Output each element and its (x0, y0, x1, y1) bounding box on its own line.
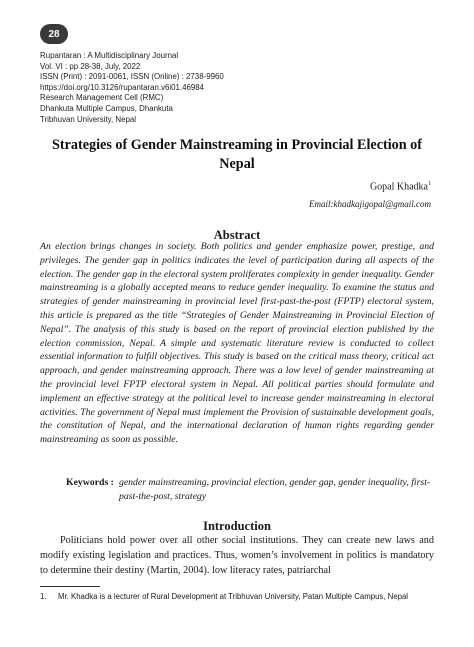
footnote-divider (40, 586, 100, 587)
journal-volume: Vol. VI : pp 28-38, July, 2022 (40, 61, 141, 71)
footnote (40, 591, 434, 602)
author-footnote-mark: 1 (428, 181, 431, 187)
page-number-badge: 28 (40, 24, 68, 44)
journal-name: Rupantaran : A Multidisciplinary Journal (40, 51, 179, 60)
keywords-text: gender mainstreaming, provincial election, gender gap, gender inequality, first-past-the-post, strategy (118, 477, 431, 502)
journal-university: Tribhuvan University, Nepal (40, 114, 137, 124)
abstract-text: An election brings changes in society. Both politics and gender emphasize power, prestige, and privileges. The gender gap in politics indicates the level of participation during all aspects of the election. The gender gap in the electoral system proliferates complexity in gender inequality. Gender mainstreaming is a globally accepted means to reduce gender inequality. To examine the status and strategies of gender mainstreaming in provincial level first-past-the-post (FPTP) electoral system, this article is prepared as the title “Strategies of Gender Mainstreaming in Provincial Election of Nepal”. The analysis of this study is based on the report of provincial election published by the election commission, Nepal. A simple and systematic literature review is conducted to collect essential information to fulfill objectives. This study is based on the critical mass theory, critical act approach, and gender mainstreaming approach. There was a low level of gender mainstreaming at the provincial level FPTP electoral system in Nepal. All political parties should formulate and implement an effective strategy at the political level to increase gender mainstreaming in electoral activities. The government of Nepal must implement the Provision of sustainable development goals, the constitution of Nepal, and the international declaration of human rights regarding gender mainstreaming as soon as possible. (40, 241, 434, 446)
paper-title: Strategies of Gender Mainstreaming in Provincial Election of Nepal (51, 137, 423, 172)
introduction-text: Politicians hold power over all other social institutions. They can create new laws and modify existing legislation and practices. Thus, women’s involvement in politics is mandatory to determine their destiny (Martin, 2004). low literacy rates, patriarchal (40, 535, 434, 576)
journal-doi[interactable]: https://doi.org/10.3126/rupantaran.v6i01.46984 (40, 82, 205, 92)
journal-issn: ISSN (Print) : 2091-0061, ISSN (Online) : 2738-9960 (40, 72, 224, 82)
author-name-text: Gopal Khadka (369, 181, 428, 193)
author-name (370, 181, 431, 192)
journal-publisher: Research Management Cell (RMC) (40, 93, 164, 103)
footnote-text: Mr. Khadka is a lecturer of Rural Development at Tribhuvan University, Patan Multiple Campus, Nepal (58, 592, 409, 601)
journal-header (40, 51, 224, 125)
introduction-heading: Introduction (203, 519, 271, 533)
footnote-number: 1. (40, 592, 47, 601)
author-email[interactable]: Email:khadkajigopal@gmail.com (308, 199, 431, 209)
journal-campus: Dhankuta Multiple Campus, Dhankuta (40, 103, 173, 113)
keywords (66, 476, 434, 504)
abstract-heading: Abstract (213, 228, 261, 242)
keywords-label: Keywords : (66, 477, 114, 488)
